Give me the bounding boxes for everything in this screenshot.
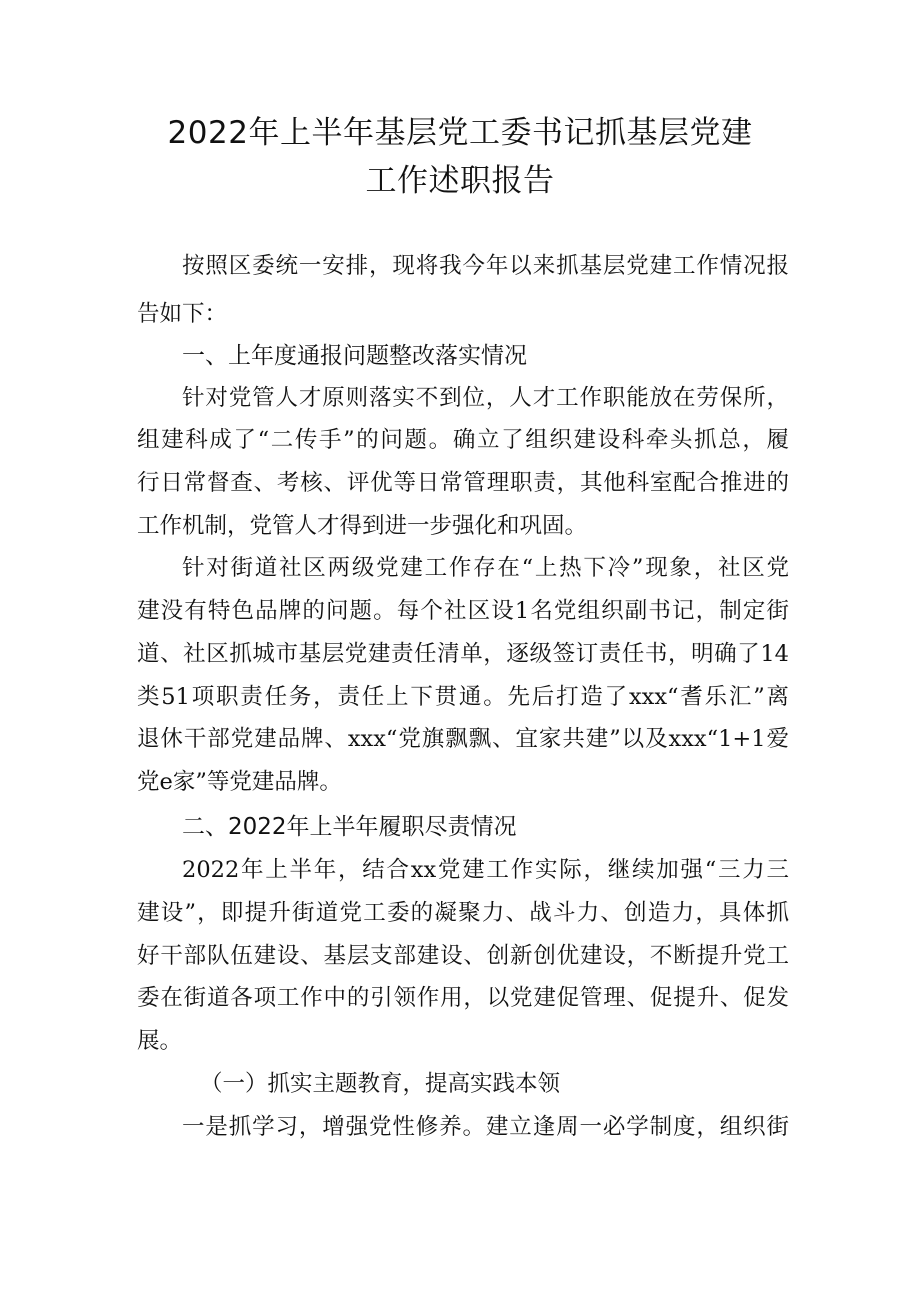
paragraph-line: 按照区委统一安排，现将我今年以来抓基层党建工作情况报 xyxy=(182,253,789,279)
paragraph-line: 建设”，即提升街道党工委的凝聚力、战斗力、创造力，具体抓 xyxy=(137,900,789,926)
paragraph-line: 行日常督查、考核、评优等日常管理职责，其他科室配合推进的 xyxy=(137,470,789,496)
paragraph-line: 告如下： xyxy=(137,301,228,327)
paragraph-line: 针对党管人才原则落实不到位，人才工作职能放在劳保所， xyxy=(182,385,789,411)
paragraph-line: 针对街道社区两级党建工作存在“上热下冷”现象，社区党 xyxy=(182,555,789,581)
paragraph-line: 党e家”等党建品牌。 xyxy=(137,769,342,795)
paragraph-line: 委在街道各项工作中的引领作用，以党建促管理、促提升、促发 xyxy=(137,985,789,1011)
document-title-line-2: 工作述职报告 xyxy=(365,163,555,199)
paragraph-line: 展。 xyxy=(137,1028,183,1054)
document-title-line-1: 2022年上半年基层党工委书记抓基层党建 xyxy=(167,115,753,151)
paragraph-line: 退休干部党建品牌、xxx“党旗飘飘、宜家共建”以及xxx“1+1爱 xyxy=(137,726,789,752)
subsection-heading: （一）抓实主题教育，提高实践本领 xyxy=(200,1071,561,1097)
section-heading: 二、2022年上半年履职尽责情况 xyxy=(182,814,517,840)
paragraph-line: 一是抓学习，增强党性修养。建立逢周一必学制度，组织街 xyxy=(182,1114,789,1140)
paragraph-line: 组建科成了“二传手”的问题。确立了组织建设科牵头抓总，履 xyxy=(137,427,789,453)
paragraph-line: 类51项职责任务，责任上下贯通。先后打造了xxx“耆乐汇”离 xyxy=(137,684,789,710)
paragraph-line: 建没有特色品牌的问题。每个社区设1名党组织副书记，制定街 xyxy=(137,598,789,624)
paragraph-line: 工作机制，党管人才得到进一步强化和巩固。 xyxy=(137,513,588,539)
paragraph-line: 道、社区抓城市基层党建责任清单，逐级签订责任书，明确了14 xyxy=(137,641,789,667)
section-heading: 一、上年度通报问题整改落实情况 xyxy=(182,343,527,369)
paragraph-line: 2022年上半年，结合xx党建工作实际，继续加强“三力三 xyxy=(182,857,789,883)
paragraph-line: 好干部队伍建设、基层支部建设、创新创优建设，不断提升党工 xyxy=(137,943,789,969)
